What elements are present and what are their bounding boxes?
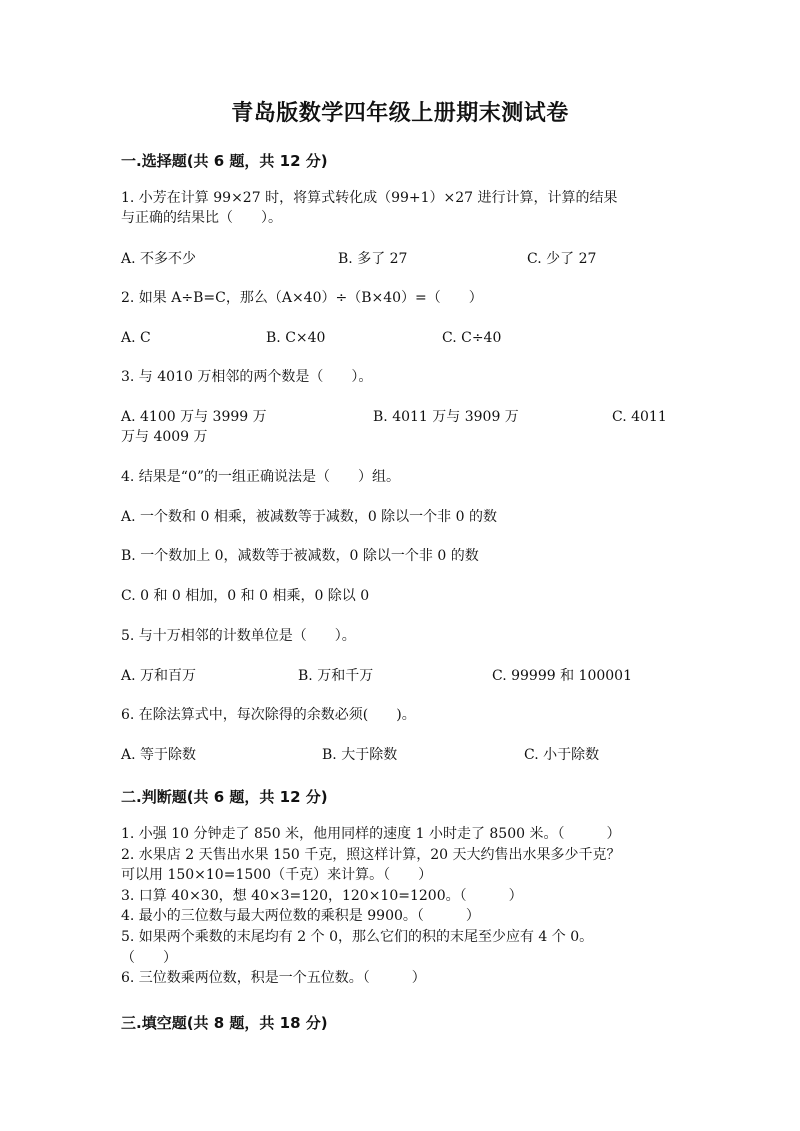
page-title: 青岛版数学四年级上册期末测试卷 bbox=[231, 101, 569, 126]
question-3-option-c: C. 4011 bbox=[612, 409, 667, 425]
question-4-option-a: A. 一个数和 0 相乘，被减数等于减数，0 除以一个非 0 的数 bbox=[121, 509, 497, 525]
question-3-option-b: B. 4011 万与 3909 万 bbox=[373, 409, 519, 425]
question-2-option-b: B. C×40 bbox=[266, 330, 326, 346]
judgement-line-7: （ ） bbox=[121, 950, 177, 966]
question-1-option-a: A. 不多不少 bbox=[121, 251, 197, 267]
question-2-option-a: A. C bbox=[121, 330, 151, 346]
question-6-option-b: B. 大于除数 bbox=[322, 747, 398, 763]
judgement-line-8: 6. 三位数乘两位数，积是一个五位数。（ ） bbox=[121, 970, 426, 986]
question-6-option-c: C. 小于除数 bbox=[524, 747, 600, 763]
question-5-stem: 5. 与十万相邻的计数单位是（ ）。 bbox=[121, 628, 356, 644]
question-1-option-c: C. 少了 27 bbox=[527, 251, 597, 267]
question-2-option-c: C. C÷40 bbox=[442, 330, 502, 346]
judgement-line-3: 可以用 150×10=1500（千克）来计算。（ ） bbox=[121, 867, 433, 883]
question-4-option-c: C. 0 和 0 相加，0 和 0 相乘，0 除以 0 bbox=[121, 588, 370, 604]
question-5-option-c: C. 99999 和 100001 bbox=[492, 668, 632, 684]
question-2-stem: 2. 如果 A÷B=C，那么（A×40）÷（B×40）=（ ） bbox=[121, 290, 483, 306]
question-3-option-c-cont: 万与 4009 万 bbox=[121, 429, 208, 445]
question-6-option-a: A. 等于除数 bbox=[121, 747, 197, 763]
question-1-option-b: B. 多了 27 bbox=[338, 251, 408, 267]
question-1-stem-line1: 1. 小芳在计算 99×27 时，将算式转化成（99+1）×27 进行计算，计算的结果 bbox=[121, 190, 618, 206]
question-3-stem: 3. 与 4010 万相邻的两个数是（ ）。 bbox=[121, 369, 373, 385]
judgement-line-6: 5. 如果两个乘数的末尾均有 2 个 0，那么它们的积的末尾至少应有 4 个 0。 bbox=[121, 929, 594, 945]
question-1-stem-line2: 与正确的结果比（ ）。 bbox=[121, 210, 282, 226]
section-heading-choice: 一.选择题(共 6 题，共 12 分) bbox=[121, 152, 328, 170]
section-heading-fill-blank: 三.填空题(共 8 题，共 18 分) bbox=[121, 1014, 328, 1032]
question-6-stem: 6. 在除法算式中，每次除得的余数必须( )。 bbox=[121, 707, 416, 723]
question-5-option-b: B. 万和千万 bbox=[298, 668, 374, 684]
judgement-line-2: 2. 水果店 2 天售出水果 150 千克，照这样计算，20 天大约售出水果多少千克？ bbox=[121, 847, 621, 863]
question-4-option-b: B. 一个数加上 0，减数等于被减数，0 除以一个非 0 的数 bbox=[121, 548, 479, 564]
judgement-line-1: 1. 小强 10 分钟走了 850 米，他用同样的速度 1 小时走了 8500 米。（ ） bbox=[121, 826, 621, 842]
judgement-line-5: 4. 最小的三位数与最大两位数的乘积是 9900。（ ） bbox=[121, 908, 480, 924]
question-5-option-a: A. 万和百万 bbox=[121, 668, 197, 684]
judgement-line-4: 3. 口算 40×30，想 40×3=120，120×10=1200。（ ） bbox=[121, 888, 523, 904]
question-4-stem: 4. 结果是“0”的一组正确说法是（ ）组。 bbox=[121, 469, 401, 485]
question-3-option-a: A. 4100 万与 3999 万 bbox=[121, 409, 267, 425]
section-heading-judgement: 二.判断题(共 6 题，共 12 分) bbox=[121, 788, 328, 806]
